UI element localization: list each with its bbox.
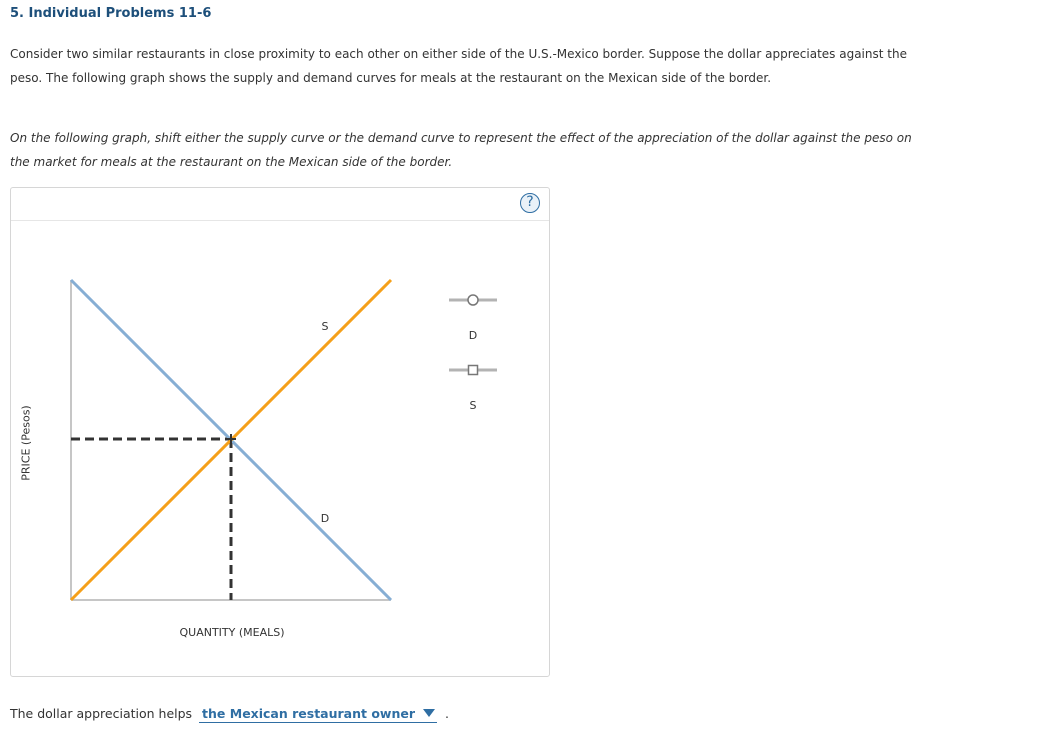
chevron-down-icon — [423, 709, 435, 717]
x-axis-label: QUANTITY (MEALS) — [179, 626, 285, 639]
answer-sentence — [10, 706, 449, 723]
question-title: 5. Individual Problems 11-6 — [10, 6, 212, 21]
palette-demand-tool[interactable] — [449, 295, 497, 305]
answer-prefix: The dollar appreciation helps — [10, 706, 193, 721]
palette-demand-label: D — [468, 329, 478, 342]
supply-curve-label: S — [321, 320, 329, 333]
supply-tool-square-icon — [469, 366, 478, 375]
help-icon[interactable]: ? — [520, 193, 540, 213]
palette-supply-tool[interactable] — [449, 366, 497, 375]
answer-suffix: . — [445, 706, 449, 721]
demand-tool-circle-icon — [468, 295, 478, 305]
answer-dropdown[interactable] — [199, 706, 437, 723]
demand-curve-label: D — [320, 512, 330, 525]
question-text: Consider two similar restaurants in close proximity to each other on either side of the U.S.-Mexico border. Suppose the dollar appreciates against the peso. The following graph shows the supply and demand curves for meals at the restaurant on the Mexican side of the border. — [10, 47, 907, 85]
y-axis-label: PRICE (Pesos) — [19, 405, 33, 481]
instruction-text: On the following graph, shift either the supply curve or the demand curve to represent the effect of the appreciation of the dollar against the peso on the market for meals at the restaurant on the Mexican side of the border. — [10, 131, 912, 169]
answer-dropdown-value: the Mexican restaurant owner — [202, 706, 416, 721]
palette-supply-label: S — [469, 399, 477, 412]
